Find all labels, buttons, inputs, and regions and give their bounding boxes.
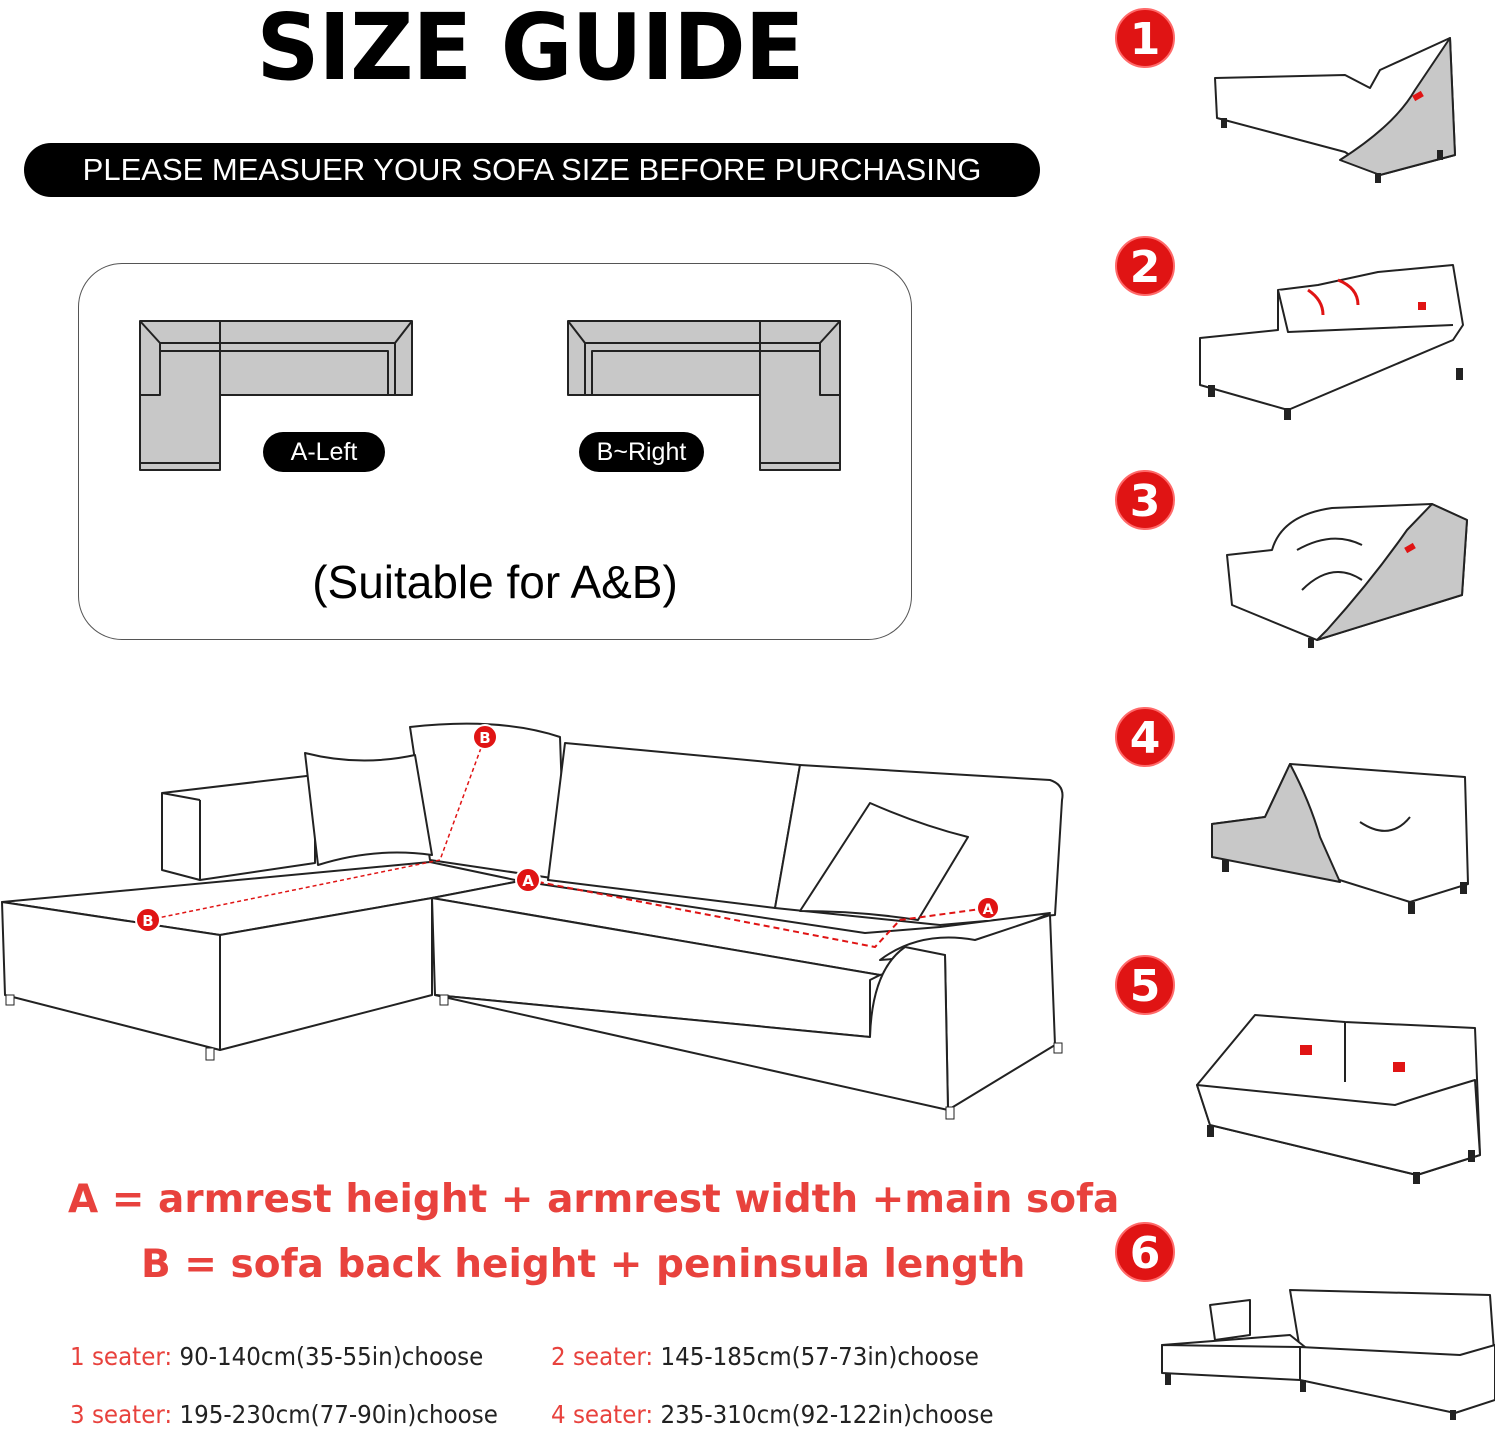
size-1-key: 1 seater: — [70, 1342, 173, 1371]
orientation-diagrams — [130, 315, 850, 480]
step-6-badge: 6 — [1115, 1222, 1175, 1282]
formula-b: B = sofa back height + peninsula length — [141, 1242, 1026, 1287]
instruction-banner: PLEASE MEASUER YOUR SOFA SIZE BEFORE PURCHASING — [24, 143, 1040, 197]
size-4-seater — [551, 1400, 994, 1429]
marker-a-right-label: A — [982, 902, 994, 918]
page-title: SIZE GUIDE — [256, 0, 804, 101]
size-4-value: 235-310cm(92-122in)choose — [660, 1400, 994, 1429]
size-1-value: 90-140cm(35-55in)choose — [179, 1342, 484, 1371]
size-2-key: 2 seater: — [551, 1342, 654, 1371]
step-3-badge: 3 — [1115, 470, 1175, 530]
suitable-text: (Suitable for A&B) — [312, 556, 678, 608]
step-5-illustration — [1195, 1010, 1485, 1185]
size-3-value: 195-230cm(77-90in)choose — [179, 1400, 498, 1429]
step-4-illustration — [1210, 762, 1470, 917]
step-6-illustration — [1160, 1285, 1495, 1420]
marker-a-center — [516, 868, 540, 892]
size-3-seater — [70, 1400, 498, 1429]
marker-b-top — [473, 725, 497, 749]
right-type-label: B~Right — [579, 432, 704, 472]
step-1-illustration — [1205, 30, 1465, 185]
size-1-seater — [70, 1342, 483, 1371]
step-4-badge: 4 — [1115, 707, 1175, 767]
step-5-badge: 5 — [1115, 955, 1175, 1015]
step-1-badge: 1 — [1115, 8, 1175, 68]
step-2-badge: 2 — [1115, 236, 1175, 296]
left-type-label: A-Left — [263, 432, 385, 472]
marker-a-center-label: A — [522, 872, 534, 890]
marker-b-left — [136, 908, 160, 932]
marker-a-right — [977, 897, 999, 919]
size-4-key: 4 seater: — [551, 1400, 654, 1429]
size-2-seater — [551, 1342, 979, 1371]
size-2-value: 145-185cm(57-73in)choose — [660, 1342, 979, 1371]
marker-b-top-label: B — [479, 729, 491, 747]
formula-a: A = armrest height + armrest width +main sofa — [68, 1177, 1120, 1222]
step-3-illustration — [1222, 500, 1472, 650]
size-3-key: 3 seater: — [70, 1400, 173, 1429]
step-2-illustration — [1198, 260, 1473, 420]
marker-b-left-label: B — [142, 912, 154, 930]
sectional-sofa-diagram — [0, 715, 1075, 1125]
